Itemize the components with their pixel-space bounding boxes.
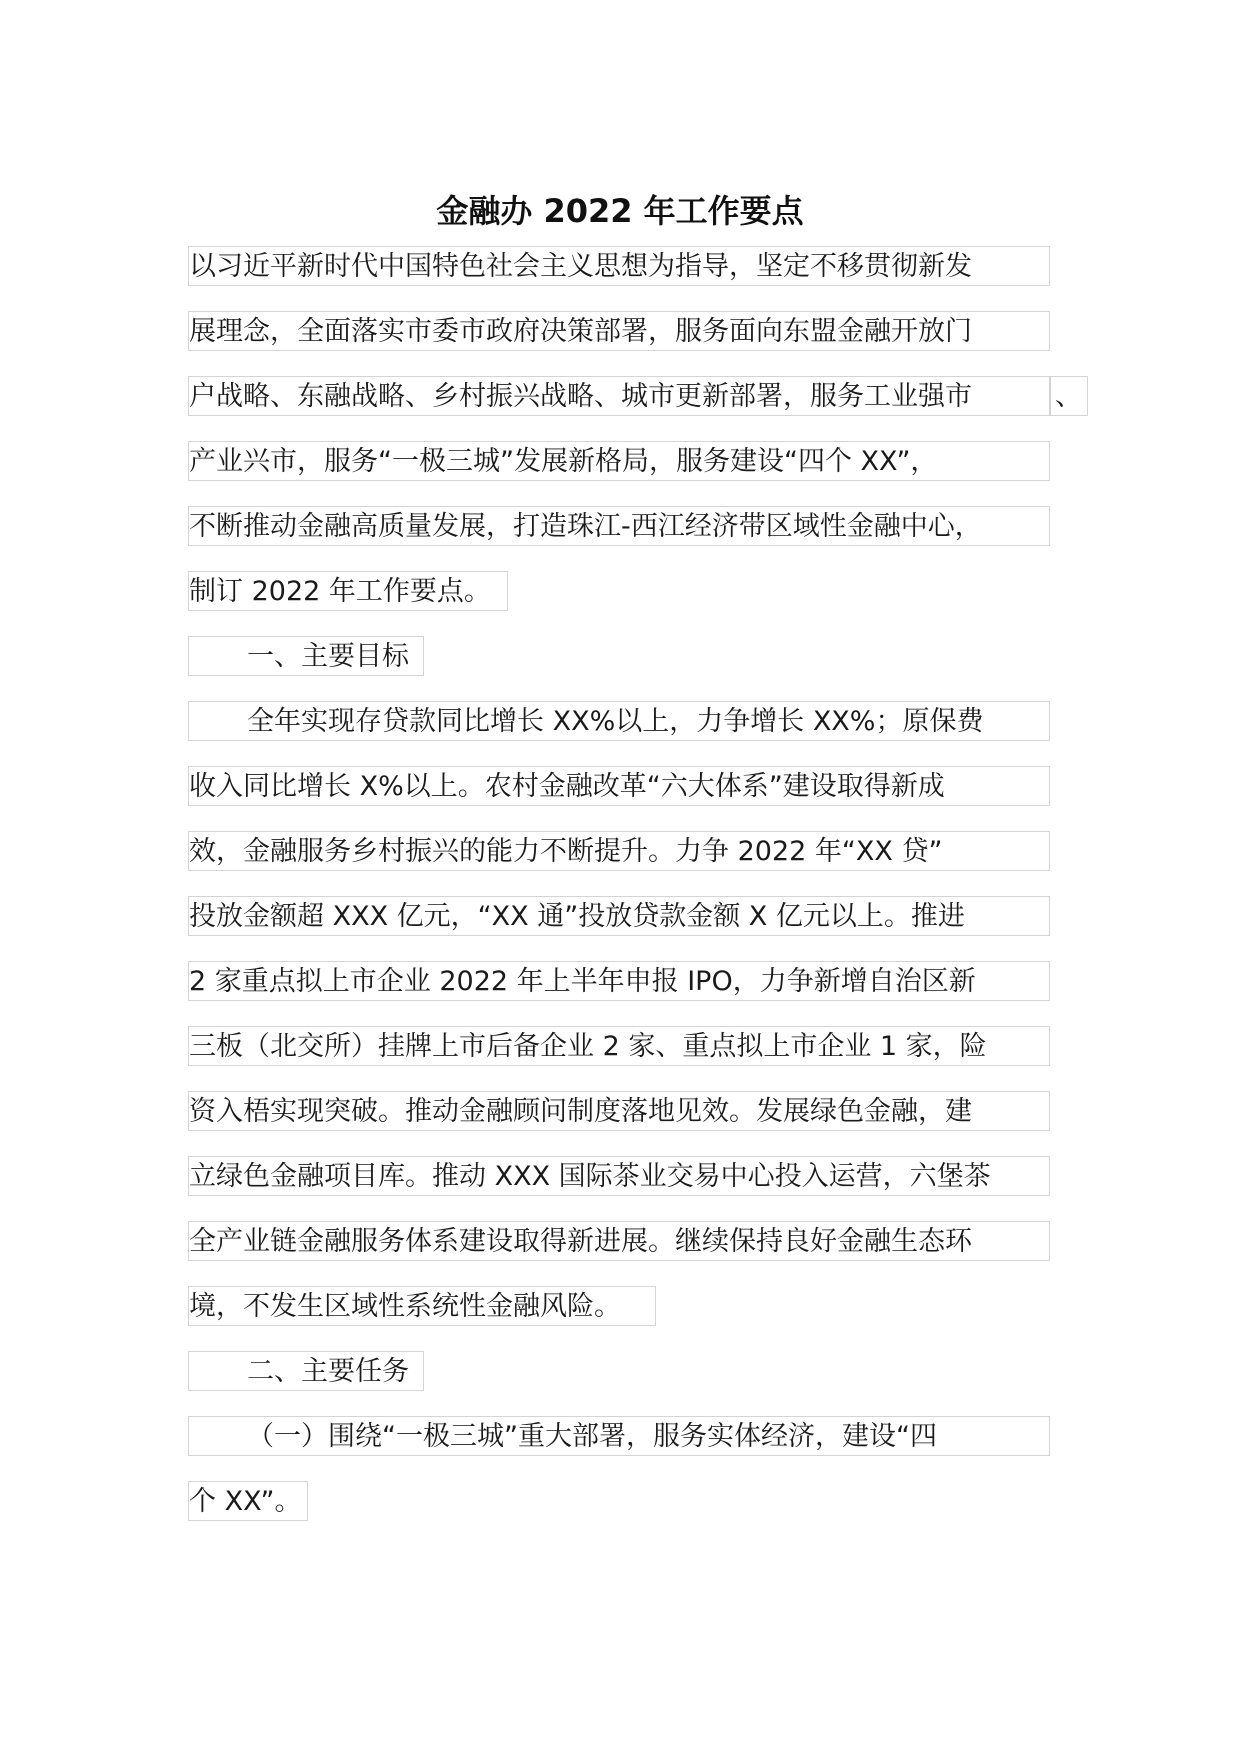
subsection-heading-line: （一）围绕“一极三城”重大部署，服务实体经济，建设“四 [188, 1416, 1050, 1456]
intro-line: 产业兴市，服务“一极三城”发展新格局，服务建设“四个 XX”， [188, 441, 1050, 481]
intro-line: 制订 2022 年工作要点。 [188, 571, 508, 611]
goals-line: 全产业链金融服务体系建设取得新进展。继续保持良好金融生态环 [188, 1221, 1050, 1261]
goals-line: 境，不发生区域性系统性金融风险。 [188, 1286, 656, 1326]
goals-line: 资入梧实现突破。推动金融顾问制度落地见效。发展绿色金融，建 [188, 1091, 1050, 1131]
section-heading-goals: 一、主要目标 [188, 636, 424, 676]
intro-line: 以习近平新时代中国特色社会主义思想为指导，坚定不移贯彻新发 [188, 246, 1050, 286]
document-title: 金融办 2022 年工作要点 [436, 192, 804, 230]
intro-line: 展理念，全面落实市委市政府决策部署，服务面向东盟金融开放门 [188, 311, 1050, 351]
intro-line: 户战略、东融战略、乡村振兴战略、城市更新部署，服务工业强市 [188, 376, 1050, 416]
goals-line: 效，金融服务乡村振兴的能力不断提升。力争 2022 年“XX 贷” [188, 831, 1050, 871]
section-heading-tasks: 二、主要任务 [188, 1351, 424, 1391]
goals-line: 三板（北交所）挂牌上市后备企业 2 家、重点拟上市企业 1 家，险 [188, 1026, 1050, 1066]
goals-line: 立绿色金融项目库。推动 XXX 国际茶业交易中心投入运营，六堡茶 [188, 1156, 1050, 1196]
goals-line: 投放金额超 XXX 亿元，“XX 通”投放贷款金额 X 亿元以上。推进 [188, 896, 1050, 936]
intro-overflow-punctuation: 、 [1050, 376, 1088, 416]
intro-line: 不断推动金融高质量发展，打造珠江-西江经济带区域性金融中心， [188, 506, 1050, 546]
subsection-heading-line: 个 XX”。 [188, 1481, 308, 1521]
goals-line: 2 家重点拟上市企业 2022 年上半年申报 IPO，力争新增自治区新 [188, 961, 1050, 1001]
goals-line: 收入同比增长 X%以上。农村金融改革“六大体系”建设取得新成 [188, 766, 1050, 806]
goals-line: 全年实现存贷款同比增长 XX%以上，力争增长 XX%；原保费 [188, 701, 1050, 741]
